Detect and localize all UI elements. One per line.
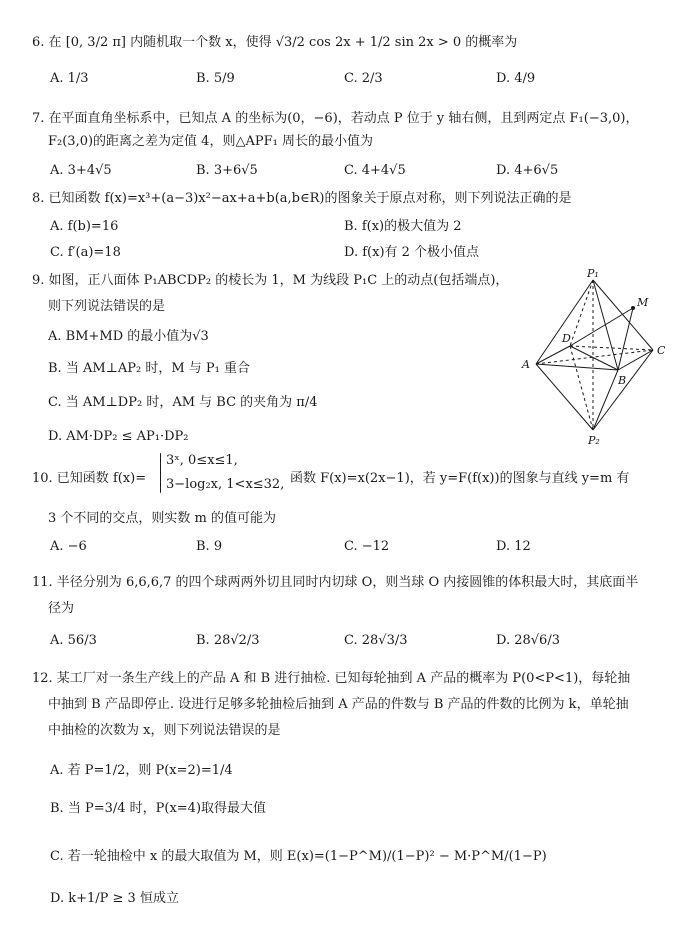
q12-line2: 中抽到 B 产品即停止. 设进行足够多轮抽检后抽到 A 产品的件数与 B 产品的件数的比例为 k，单轮抽 [48,697,629,712]
q6-stem-c: 的概率为 [465,35,518,50]
q8-option-a: A. f(b)=16 [50,219,119,234]
q12-line3: 中抽检的次数为 x，则下列说法错误的是 [48,723,281,738]
q12-option-b: B. 当 P=3/4 时，P(x=4)取得最大值 [50,801,267,816]
q10-brace [160,453,161,493]
q7-option-d: D. 4+6√5 [496,163,559,178]
q11-option-c: C. 28√3/3 [344,633,408,648]
label-b: B [618,374,627,387]
q6-option-d: D. 4/9 [496,71,536,86]
q9-option-a: A. BM+MD 的最小值为√3 [48,329,209,344]
label-m: M [637,296,649,309]
q6-option-c: C. 2/3 [344,71,383,86]
segment-d-b [570,346,618,370]
q11-line1: 11. 半径分别为 6,6,6,7 的四个球两两外切且同时内切球 O，则当球 O 内接圆锥的体积最大时，其底面半 [32,575,639,590]
q10-case2: 3−log₂x, 1<x≤32, [166,477,285,492]
edge-a-d [536,346,570,364]
q8-option-c: C. f′(a)=18 [50,245,121,260]
q10-prefix: 10. 已知函数 f(x)= [32,471,147,486]
label-a: A [522,358,530,371]
q6-stem-b: 内随机取一个数 x，使得 [130,35,272,50]
q6-option-b: B. 5/9 [196,71,235,86]
q6-stem-a: 6. 在 [32,35,62,50]
q10-option-d: D. 12 [496,539,531,554]
q8-option-b: B. f(x)的极大值为 2 [344,219,462,234]
octahedron-figure [518,268,678,448]
q12-option-d: D. k+1/P ≥ 3 恒成立 [50,891,179,906]
q7-option-a: A. 3+4√5 [50,163,112,178]
q11-line2: 径为 [48,601,75,616]
q9-option-c: C. 当 AM⊥DP₂ 时，AM 与 BC 的夹角为 π/4 [48,395,318,410]
q6-expr: √3/2 cos 2x + 1/2 sin 2x > 0 [275,35,462,50]
edge-b-c [618,350,653,370]
q8-line1: 8. 已知函数 f(x)=x³+(a−3)x²−ax+a+b(a,b∈R)的图象关于原点对称，则下列说法正确的是 [32,191,572,206]
edge-b-p2 [593,370,618,430]
edge-p1-a [536,280,593,364]
q9-option-b: B. 当 AM⊥AP₂ 时，M 与 P₁ 重合 [48,361,251,376]
diagonal-a-c [536,350,653,364]
segment-d-m [570,308,633,346]
q7-line2: F₂(3,0)的距离之差为定值 4，则△APF₁ 周长的最小值为 [48,134,373,149]
q6-stem [32,34,517,52]
q12-line1: 12. 某工厂对一条生产线上的产品 A 和 B 进行抽检. 已知每轮抽到 A 产品的概率为 P(0<P<1)，每轮抽 [32,671,631,686]
q10-option-c: C. −12 [344,539,390,554]
label-p2: P₂ [588,434,600,447]
q11-option-a: A. 56/3 [50,633,97,648]
edge-a-b [536,364,618,370]
q6-option-a: A. 1/3 [50,71,89,86]
edge-p1-c [593,280,653,350]
q11-option-d: D. 28√6/3 [496,633,560,648]
q9-line1: 9. 如图，正八面体 P₁ABCDP₂ 的棱长为 1，M 为线段 P₁C 上的动点(包括端点)， [32,273,509,288]
q7-option-b: B. 3+6√5 [196,163,258,178]
q6-interval: [0, 3/2 π] [65,35,126,50]
label-p1: P₁ [587,268,599,280]
q8-option-d: D. f(x)有 2 个极小值点 [344,245,480,260]
q12-option-c: C. 若一轮抽检中 x 的最大取值为 M，则 E(x)=(1−P^M)/(1−P)² − M·P^M/(1−P) [50,849,547,864]
q12-option-a: A. 若 P=1/2，则 P(x=2)=1/4 [50,763,233,778]
q9-option-d: D. AM·DP₂ ≤ AP₁·DP₂ [48,429,189,444]
point-m [631,306,635,310]
q7-option-c: C. 4+4√5 [344,163,406,178]
label-d: D [562,332,571,345]
q10-case1: 3ˣ, 0≤x≤1, [166,453,238,468]
label-c: C [657,344,666,357]
q10-line2: 3 个不同的交点，则实数 m 的值可能为 [48,511,276,526]
q10-option-a: A. −6 [50,539,87,554]
q11-option-b: B. 28√2/3 [196,633,260,648]
edge-a-p2 [536,364,593,430]
q9-line2: 则下列说法错误的是 [48,299,166,314]
q7-line1: 7. 在平面直角坐标系中，已知点 A 的坐标为(0，−6)，若动点 P 位于 y 轴右侧，且到两定点 F₁(−3,0)， [32,111,639,126]
edge-p1-d [570,280,593,346]
q10-suffix: 函数 F(x)=x(2x−1)，若 y=F(f(x))的图象与直线 y=m 有 [290,471,630,486]
q10-option-b: B. 9 [196,539,223,554]
